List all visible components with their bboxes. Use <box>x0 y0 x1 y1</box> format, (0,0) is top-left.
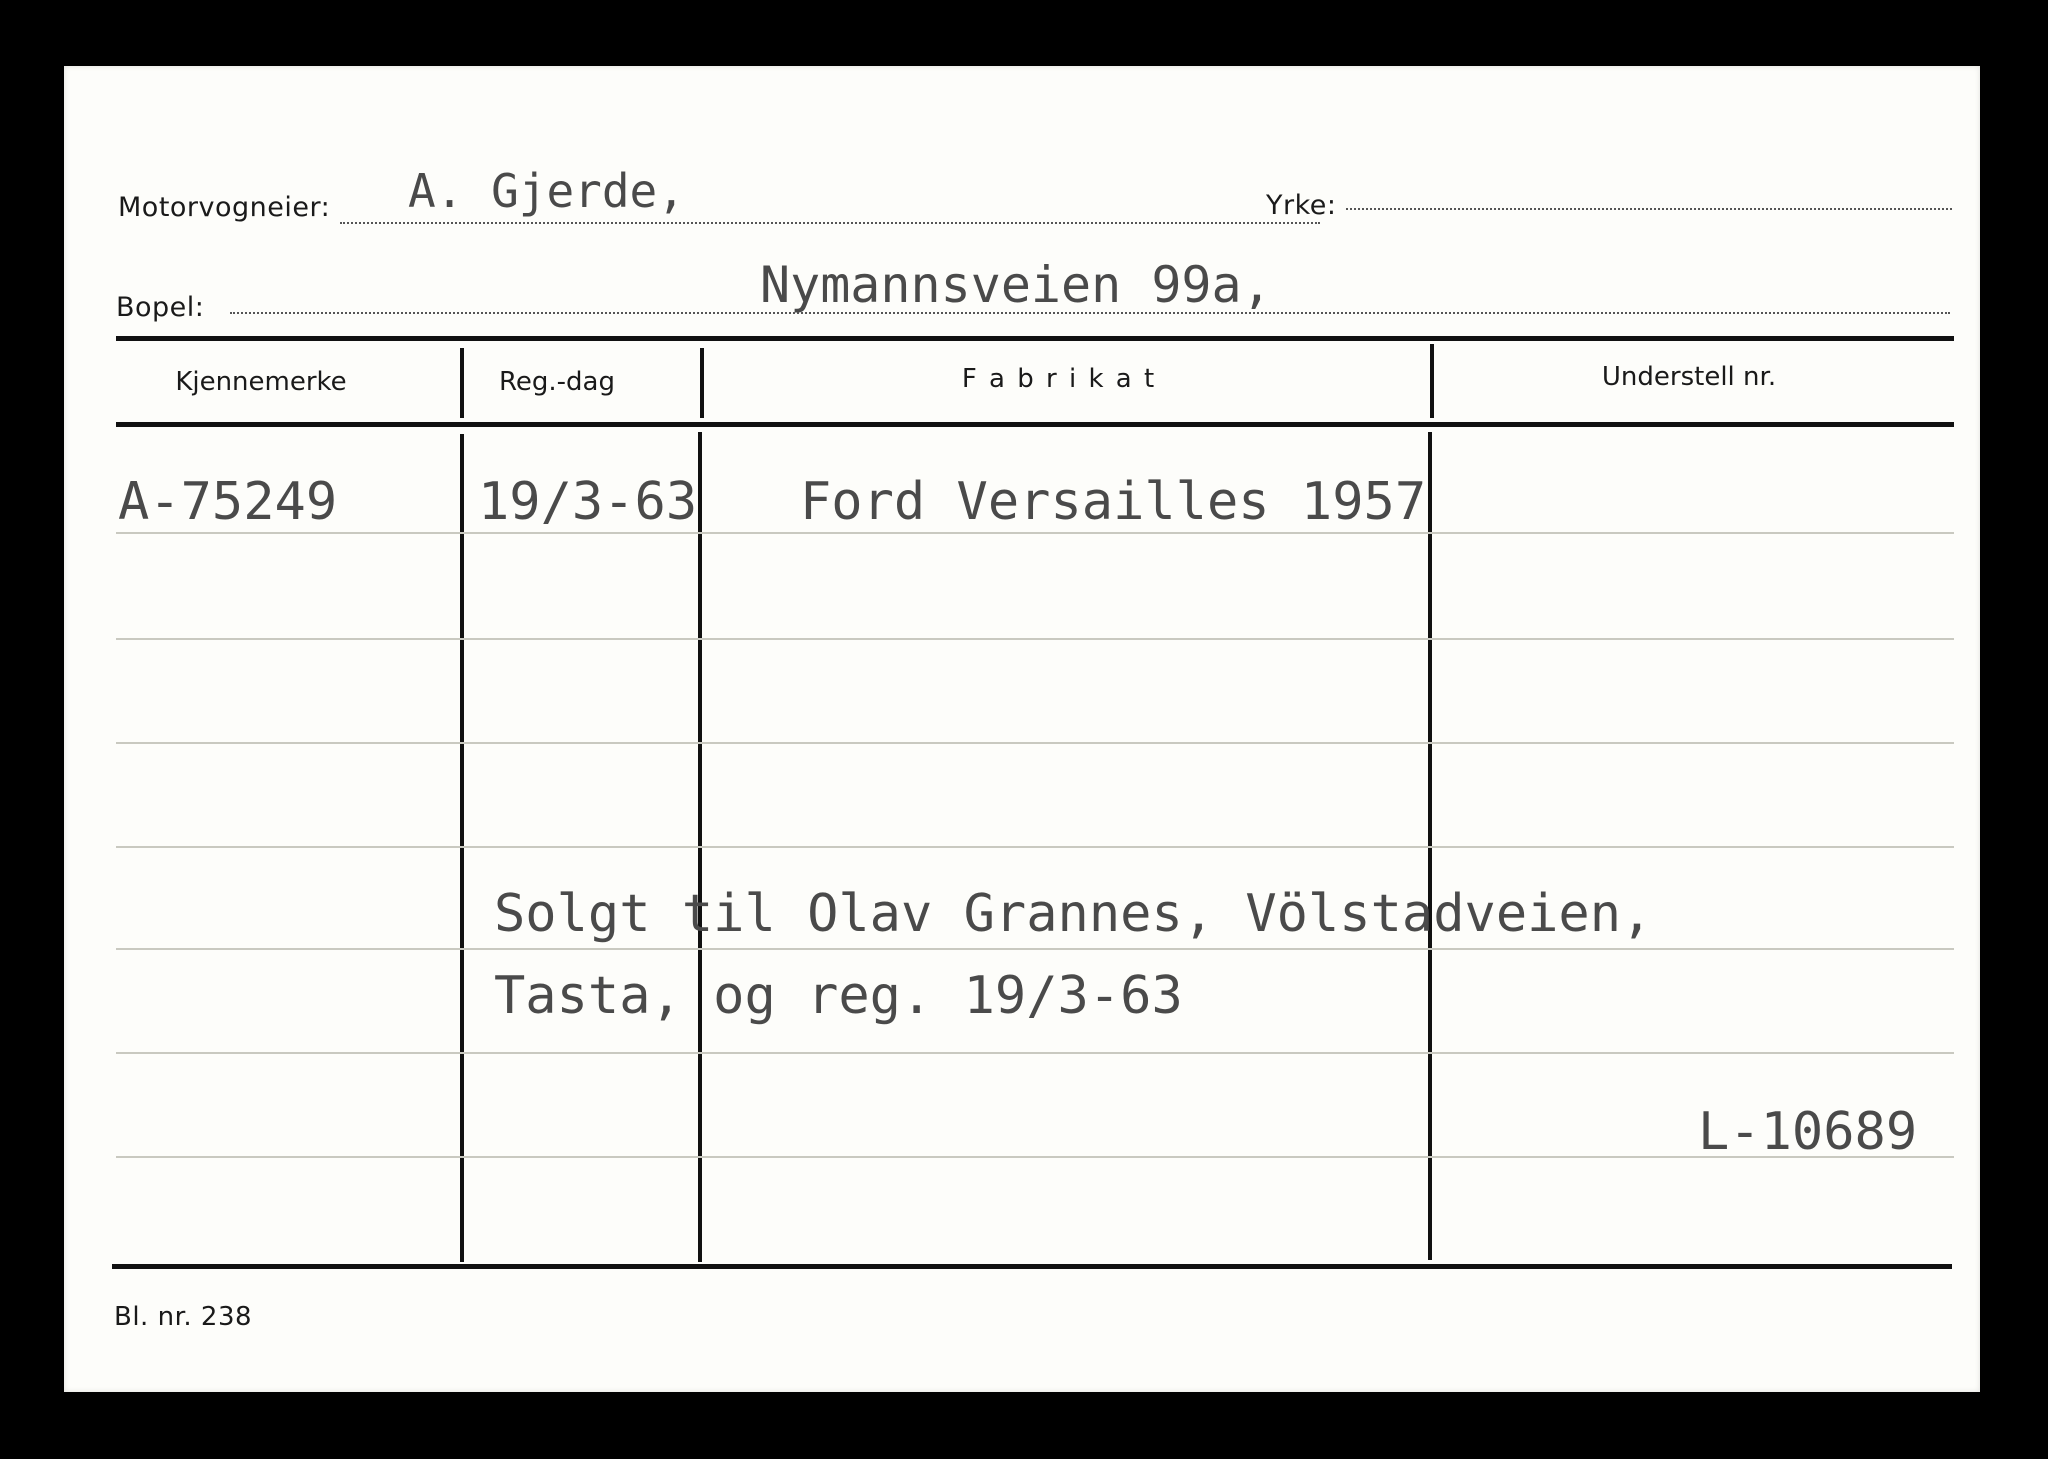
column-header-make: F a b r i k a t <box>961 364 1157 394</box>
column-divider-1-body <box>460 434 464 1262</box>
row-line-1 <box>116 532 1954 534</box>
address-value: Nymannsveien 99a, <box>760 256 1272 314</box>
reference-code: L-10689 <box>1698 1102 1918 1162</box>
reg-date-value: 19/3-63 <box>478 472 698 532</box>
occupation-dotted-line <box>1346 208 1952 210</box>
sale-note-line-1: Solgt til Olav Grannes, Völstadveien, <box>494 884 1653 944</box>
owner-dotted-line <box>340 222 1320 224</box>
column-divider-1 <box>460 348 464 418</box>
column-header-registration-mark: Kjennemerke <box>175 367 347 397</box>
table-top-rule <box>116 336 1954 341</box>
address-label: Bopel: <box>116 292 205 323</box>
column-header-reg-date: Reg.-dag <box>499 367 615 397</box>
column-divider-3 <box>1430 344 1434 418</box>
row-line-4 <box>116 846 1954 848</box>
registration-mark-value: A-75249 <box>118 472 338 532</box>
column-divider-2 <box>700 348 704 418</box>
make-value: Ford Versailles 1957 <box>800 472 1427 532</box>
row-line-2 <box>116 638 1954 640</box>
table-header-bottom-rule <box>116 422 1954 427</box>
row-line-6 <box>116 1052 1954 1054</box>
table-bottom-rule <box>112 1264 1952 1269</box>
occupation-label: Yrke: <box>1266 190 1337 221</box>
sale-note-line-2: Tasta, og reg. 19/3-63 <box>494 966 1183 1026</box>
column-header-chassis-number: Understell nr. <box>1601 362 1777 392</box>
row-line-3 <box>116 742 1954 744</box>
row-line-5 <box>116 948 1954 950</box>
owner-value: A. Gjerde, <box>408 164 685 218</box>
form-number: Bl. nr. 238 <box>114 1302 253 1332</box>
owner-label: Motorvogneier: <box>118 192 331 223</box>
row-line-7 <box>116 1156 1954 1158</box>
registration-card <box>64 66 1980 1392</box>
